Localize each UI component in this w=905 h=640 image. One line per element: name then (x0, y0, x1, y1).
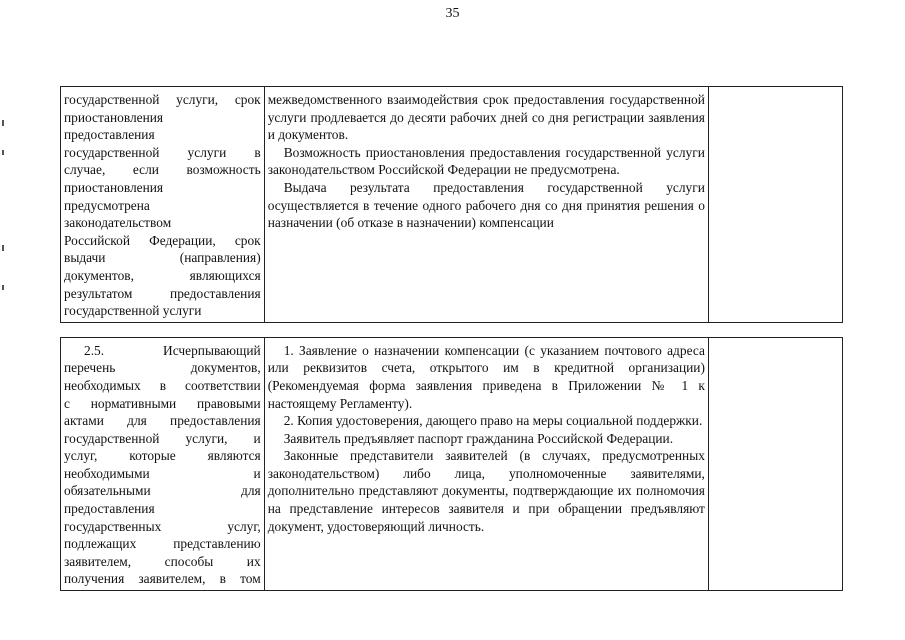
row2-col1-line: актами для предоставления (64, 413, 261, 429)
margin-mark (2, 150, 4, 155)
row1-col1-line: государственной услуги в (64, 144, 261, 160)
row1-col1-line: государственной услуги (64, 303, 202, 319)
margin-mark (2, 245, 4, 251)
row2-col1-line: необходимых в соответствии (64, 377, 261, 393)
row2-col2-cell (264, 337, 708, 590)
row1-col2-paragraph: межведомственного взаимодействия срок предоставления государственной услуги продлевается до десяти рабочих дней со дня регистрации заявления и документов. (267, 92, 705, 143)
row2-col1-line: с нормативными правовыми (64, 395, 261, 411)
row1-col3-cell (708, 87, 842, 323)
row1-col1-line: документов, являющихся (64, 267, 261, 283)
row-gap (61, 322, 843, 337)
page-number: 35 (445, 6, 460, 21)
row2-col1-line: перечень документов, (64, 360, 261, 376)
row2-col2-paragraph: 1. Заявление о назначении компенсации (с указанием почтового адреса или реквизитов счета, открытого им в кредитной организации) (Рекомендуемая форма заявления приведена в Приложении № 1 к настоящему Регламенту). (267, 342, 705, 411)
row1-col1-line: государственной услуги, срок (64, 92, 261, 107)
row1-col2-paragraph: Выдача результата предоставления государственной услуги осуществляется в течение одного рабочего дня со дня принятия решения о назначении (об отказе в назначении) компенсации (267, 179, 705, 231)
row1-col1-line: результатом предоставления (64, 285, 261, 301)
table-row (61, 337, 843, 590)
row2-col1-line: государственной услуги, и (64, 430, 261, 446)
row1-col1-line: предоставления (64, 127, 155, 143)
row1-col1-cell (61, 87, 265, 323)
row2-col2-paragraph: 2. Копия удостоверения, дающего право на меры социальной поддержки. (283, 413, 703, 429)
row1-col1-line: выдачи (направления) (64, 250, 261, 266)
row2-col1-line: подлежащих представлению (64, 536, 261, 552)
regulation-table (60, 86, 843, 591)
row2-col2-paragraph: Законные представители заявителей (в случаях, предусмотренных законодательством) либо лица, уполномоченные заявителями, дополнительно представляют документы, подтверждающие их полномочия на представление интересов заявителя и при обращении предъявляют документ, удостоверяющий личность. (267, 448, 705, 534)
row2-col1-line: 2.5. Исчерпывающий (84, 342, 261, 358)
row2-col1-cell (61, 337, 265, 590)
row2-col1-line: обязательными для (64, 483, 261, 499)
row1-col1-line: Российской Федерации, срок (64, 232, 261, 248)
row2-col1-line: предоставления (64, 501, 155, 517)
row1-col1-line: приостановления (64, 179, 164, 195)
table-row (61, 87, 843, 323)
row1-col1-line: случае, если возможность (64, 162, 261, 178)
margin-mark (2, 285, 4, 290)
row1-col2-paragraph: Возможность приостановления предоставления государственной услуги законодательством Российской Федерации не предусмотрена. (267, 144, 705, 178)
row1-col1-line: законодательством (64, 215, 172, 231)
row2-col1-line: услуг, которые являются (64, 448, 261, 464)
row1-col2-cell (264, 87, 708, 323)
row2-col1-line: заявителем, способы их (64, 553, 261, 569)
row2-col1-line: необходимыми и (64, 465, 261, 481)
row2-col3-cell (708, 337, 842, 590)
row2-col1-line: получения заявителем, в том (64, 571, 261, 587)
row2-col1-line: государственных услуг, (64, 518, 261, 534)
row2-col2-paragraph: Заявитель предъявляет паспорт гражданина Российской Федерации. (283, 430, 674, 446)
margin-mark (2, 120, 4, 126)
row1-col1-line: приостановления (64, 109, 164, 125)
row1-col1-line: предусмотрена (64, 197, 150, 213)
